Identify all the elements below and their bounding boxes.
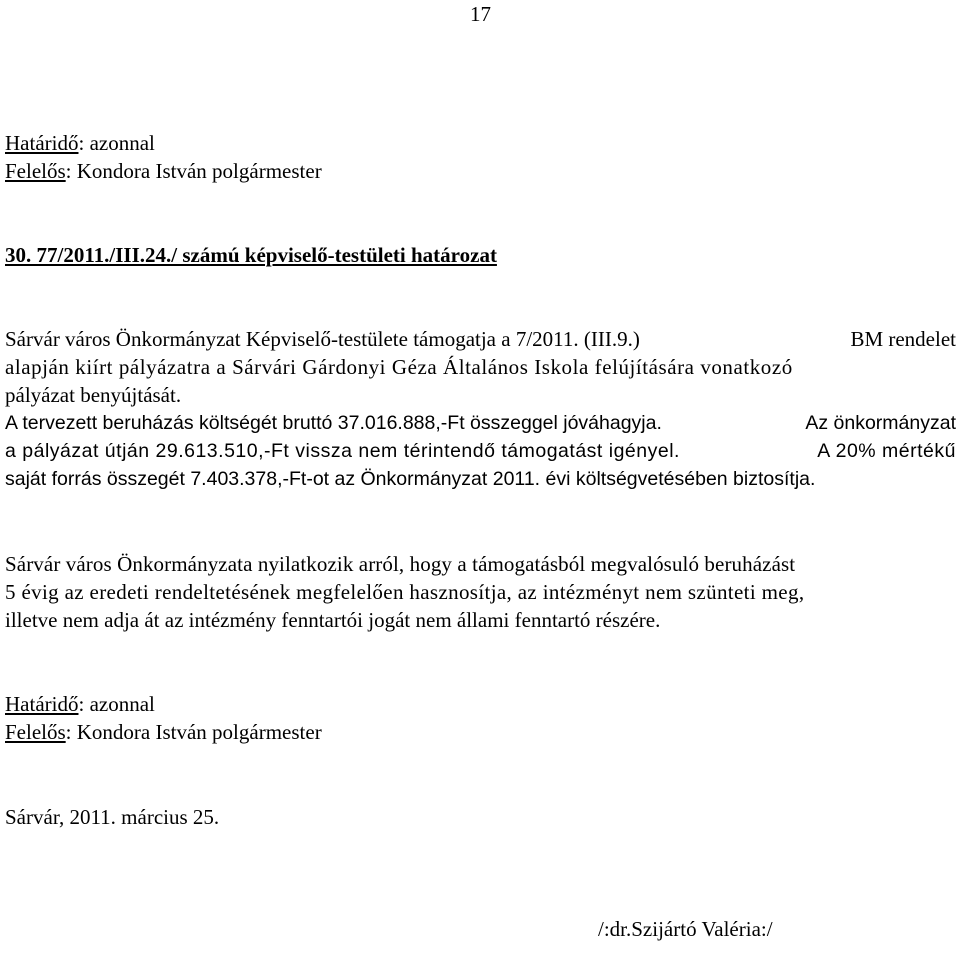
para1-line1-left: Sárvár város Önkormányzat Képviselő-testülete támogatja a 7/2011. (III.9.): [5, 327, 640, 351]
para1-line1: [5, 327, 956, 352]
para2-line1: [5, 412, 956, 435]
deadline-value-2: : azonnal: [78, 692, 155, 716]
signature: /:dr.Szijártó Valéria:/: [598, 917, 773, 941]
deadline-label-2: Határidő: [5, 692, 79, 716]
para2-line2-right: A 20% mértékű: [817, 440, 956, 462]
para2-line2: [5, 440, 956, 463]
para2-line3-left: saját forrás összegét 7.403.378,-Ft-ot az Önkormányzat 2011.: [5, 468, 541, 490]
para2-line1-right: Az önkormányzat: [805, 412, 956, 434]
para2-line2-left: a pályázat útján 29.613.510,-Ft vissza nem térintendő támogatást igényel.: [5, 440, 680, 462]
para2-line1-left: A tervezett beruházás költségét bruttó 37.016.888,-Ft összeggel jóváhagyja.: [5, 412, 662, 434]
para3-line3: illetve nem adja át az intézmény fenntartói jogát nem állami fenntartó részére.: [5, 608, 661, 632]
deadline-line: [5, 131, 155, 156]
responsible-label: Felelős: [5, 159, 66, 183]
deadline-value: : azonnal: [78, 131, 155, 155]
responsible-line-2: [5, 720, 322, 745]
para3-line2: 5 évig az eredeti rendeltetésének megfelelően hasznosítja, az intézményt nem szünteti meg,: [5, 580, 805, 604]
para2-line3: [5, 468, 815, 491]
para1-line1-right: BM rendelet: [850, 327, 956, 351]
place-date: Sárvár, 2011. március 25.: [5, 805, 220, 829]
responsible-value: : Kondora István polgármester: [65, 159, 322, 183]
responsible-line: [5, 159, 322, 184]
deadline-line-2: [5, 692, 155, 717]
resolution-title: 30. 77/2011./III.24./ számú képviselő-testületi határozat: [5, 243, 497, 267]
para3-line1: Sárvár város Önkormányzata nyilatkozik arról, hogy a támogatásból megvalósuló beruházást: [5, 552, 796, 576]
page-number: 17: [470, 2, 491, 26]
deadline-label: Határidő: [5, 131, 79, 155]
para2-line3-right: évi költségvetésében biztosítja.: [545, 468, 816, 490]
para1-line3: pályázat benyújtását.: [5, 383, 182, 407]
responsible-value-2: : Kondora István polgármester: [65, 720, 322, 744]
responsible-label-2: Felelős: [5, 720, 66, 744]
para1-line2: alapján kiírt pályázatra a Sárvári Gárdonyi Géza Általános Iskola felújítására vonatkozó: [5, 355, 793, 379]
